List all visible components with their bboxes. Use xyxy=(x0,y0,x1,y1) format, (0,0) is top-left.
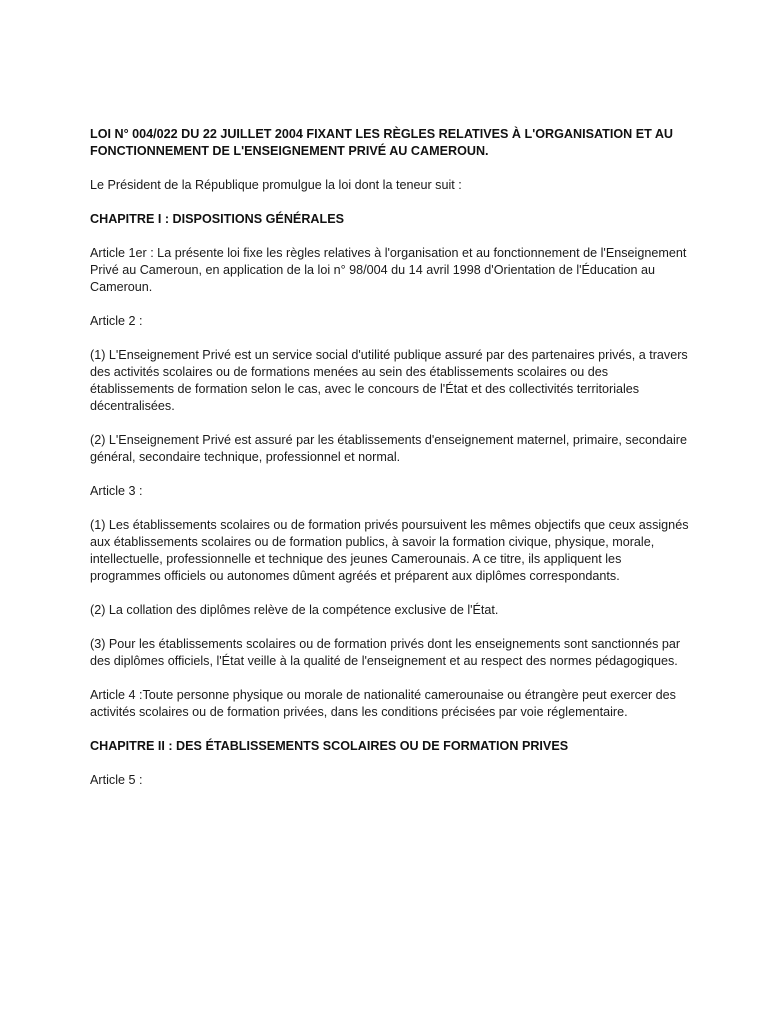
article-3-paragraph-2: (2) La collation des diplômes relève de la compétence exclusive de l'État. xyxy=(90,603,499,617)
document-body xyxy=(90,126,690,806)
promulgation-text: Le Président de la République promulgue la loi dont la teneur suit : xyxy=(90,178,462,192)
article-2-heading: Article 2 : xyxy=(90,314,143,328)
article-3-paragraph-1: (1) Les établissements scolaires ou de formation privés poursuivent les mêmes objectifs que ceux assignés aux établissements scolaires ou de formation publics, à savoir la formation civique, physique, morale, intellectuelle, professionnelle et technique des jeunes Camerounais. A ce titre, ils appliquent les programmes officiels ou autonomes dûment agréés et préparent aux diplômes correspondants. xyxy=(90,518,689,583)
article-1-text: Article 1er : La présente loi fixe les règles relatives à l'organisation et au fonctionnement de l'Enseignement Privé au Cameroun, en application de la loi n° 98/004 du 14 avril 1998 d'Orientation de l'Éducation au Cameroun. xyxy=(90,246,687,294)
chapter-2-heading: CHAPITRE II : DES ÉTABLISSEMENTS SCOLAIRES OU DE FORMATION PRIVES xyxy=(90,739,569,753)
article-4-text: Article 4 :Toute personne physique ou morale de nationalité camerounaise ou étrangère peut exercer des activités scolaires ou de formation privées, dans les conditions précisées par voie réglementaire. xyxy=(90,688,676,719)
article-5-heading: Article 5 : xyxy=(90,773,143,787)
article-2-paragraph-1: (1) L'Enseignement Privé est un service social d'utilité publique assuré par des partenaires privés, a travers des activités scolaires ou de formations menées au sein des établissements scolaires ou des établissements de formation selon le cas, avec le concours de l'État et des collectivités territoriales décentralisées. xyxy=(90,348,688,413)
article-3-paragraph-3: (3) Pour les établissements scolaires ou de formation privés dont les enseignements sont sanctionnés par des diplômes officiels, l'État veille à la qualité de l'enseignement et au respect des normes pédagogiques. xyxy=(90,637,681,668)
article-2-paragraph-2: (2) L'Enseignement Privé est assuré par les établissements d'enseignement maternel, primaire, secondaire général, secondaire technique, professionnel et normal. xyxy=(90,433,688,464)
article-3-heading: Article 3 : xyxy=(90,484,143,498)
document-title: LOI N° 004/022 DU 22 JUILLET 2004 FIXANT LES RÈGLES RELATIVES À L'ORGANISATION ET AU FONCTIONNEMENT DE L'ENSEIGNEMENT PRIVÉ AU CAMEROUN. xyxy=(90,127,674,158)
chapter-1-heading: CHAPITRE I : DISPOSITIONS GÉNÉRALES xyxy=(90,212,345,226)
